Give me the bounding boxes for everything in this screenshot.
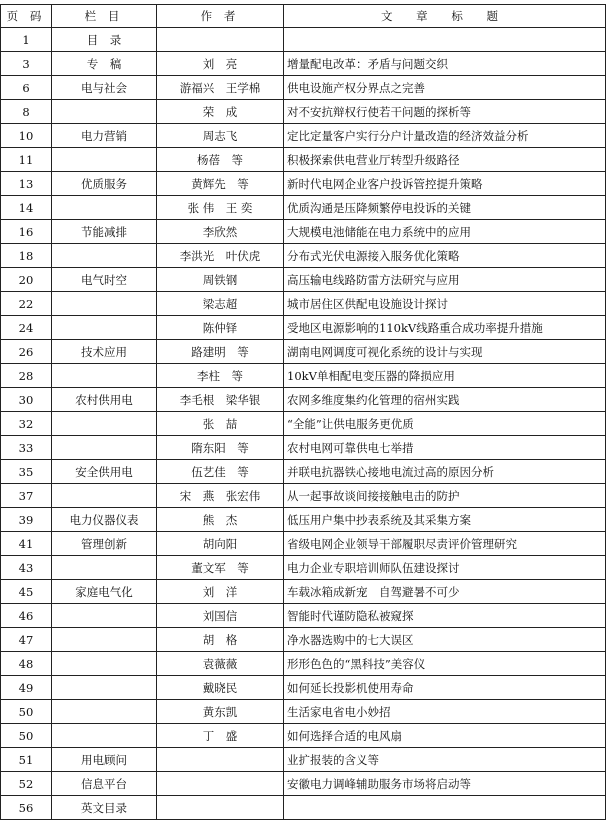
cell-author: 黄东凯 [157,700,284,724]
cell-column: 目 录 [52,28,157,52]
table-row [1,196,606,220]
cell-title: 高压输电线路防雷方法研究与应用 [284,268,606,292]
cell-title: 形形色色的“黑科技”美容仪 [284,652,606,676]
cell-title: 农网多维度集约化管理的宿州实践 [284,388,606,412]
cell-page: 11 [1,148,52,172]
table-row [1,52,606,76]
cell-page: 37 [1,484,52,508]
cell-title: 智能时代谨防隐私被窥探 [284,604,606,628]
table-row [1,100,606,124]
cell-page: 41 [1,532,52,556]
cell-page: 26 [1,340,52,364]
header-page: 页 码 [1,5,52,28]
cell-author: 梁志超 [157,292,284,316]
cell-column: 家庭电气化 [52,580,157,604]
table-row [1,460,606,484]
table-row [1,796,606,820]
cell-column [52,364,157,388]
cell-author: 杨蓓 等 [157,148,284,172]
table-row [1,532,606,556]
cell-title: 农村电网可靠供电七举措 [284,436,606,460]
cell-column: 英文目录 [52,796,157,820]
cell-column [52,292,157,316]
table-row [1,580,606,604]
table-row [1,124,606,148]
cell-author: 黄辉先 等 [157,172,284,196]
table-row [1,148,606,172]
cell-title [284,796,606,820]
cell-title: “全能”让供电服务更优质 [284,412,606,436]
table-row [1,172,606,196]
table-row [1,340,606,364]
cell-page: 14 [1,196,52,220]
cell-column: 电与社会 [52,76,157,100]
table-row [1,484,606,508]
cell-page: 28 [1,364,52,388]
cell-title: 定比定量客户实行分户计量改造的经济效益分析 [284,124,606,148]
cell-column [52,436,157,460]
table-row [1,628,606,652]
cell-title: 受地区电源影响的110kV线路重合成功率提升措施 [284,316,606,340]
cell-column [52,604,157,628]
cell-author [157,28,284,52]
cell-title: 电力企业专职培训师队伍建设探讨 [284,556,606,580]
table-row [1,220,606,244]
cell-column: 电气时空 [52,268,157,292]
cell-title: 车载冰箱成新宠 自驾避暑不可少 [284,580,606,604]
cell-column: 技术应用 [52,340,157,364]
table-row [1,268,606,292]
cell-page: 47 [1,628,52,652]
cell-column [52,628,157,652]
cell-author: 路建明 等 [157,340,284,364]
cell-author: 伍艺佳 等 [157,460,284,484]
cell-column [52,556,157,580]
cell-page: 32 [1,412,52,436]
cell-column [52,244,157,268]
cell-author: 李欣然 [157,220,284,244]
cell-title: 并联电抗器铁心接地电流过高的原因分析 [284,460,606,484]
cell-title [284,28,606,52]
cell-title: 低压用户集中抄表系统及其采集方案 [284,508,606,532]
cell-title: 积极探索供电营业厅转型升级路径 [284,148,606,172]
cell-author: 丁 盛 [157,724,284,748]
cell-page: 8 [1,100,52,124]
header-title: 文 章 标 题 [284,5,606,28]
cell-author: 胡 格 [157,628,284,652]
cell-title: 如何选择合适的电风扇 [284,724,606,748]
cell-column [52,412,157,436]
table-row [1,388,606,412]
cell-column [52,316,157,340]
table-row [1,772,606,796]
cell-author: 周铁钢 [157,268,284,292]
table-row [1,244,606,268]
cell-page: 24 [1,316,52,340]
cell-page: 13 [1,172,52,196]
cell-column [52,676,157,700]
table-header-row [1,5,606,28]
cell-title: 从一起事故谈间接接触电击的防护 [284,484,606,508]
cell-column: 信息平台 [52,772,157,796]
cell-column [52,724,157,748]
table-of-contents [0,4,606,820]
table-row [1,412,606,436]
cell-author: 刘 洋 [157,580,284,604]
cell-column: 电力仪器仪表 [52,508,157,532]
table-body [1,28,606,820]
table-row [1,748,606,772]
cell-author: 李毛根 梁华银 [157,388,284,412]
cell-title: 安徽电力调峰辅助服务市场将启动等 [284,772,606,796]
cell-page: 49 [1,676,52,700]
table-row [1,676,606,700]
cell-page: 48 [1,652,52,676]
cell-column: 农村供用电 [52,388,157,412]
table-row [1,700,606,724]
cell-page: 46 [1,604,52,628]
cell-author: 戴晓民 [157,676,284,700]
cell-page: 50 [1,700,52,724]
cell-page: 35 [1,460,52,484]
cell-page: 39 [1,508,52,532]
cell-column [52,484,157,508]
cell-title: 生活家电省电小妙招 [284,700,606,724]
cell-page: 18 [1,244,52,268]
cell-title: 省级电网企业领导干部履职尽责评价管理研究 [284,532,606,556]
cell-page: 30 [1,388,52,412]
cell-page: 51 [1,748,52,772]
cell-author: 陈仲铎 [157,316,284,340]
cell-column [52,700,157,724]
table-row [1,364,606,388]
cell-page: 33 [1,436,52,460]
cell-author [157,772,284,796]
cell-column [52,652,157,676]
table-row [1,28,606,52]
cell-author [157,796,284,820]
table-row [1,508,606,532]
cell-author: 刘国信 [157,604,284,628]
cell-author: 熊 杰 [157,508,284,532]
cell-author: 隋东阳 等 [157,436,284,460]
cell-title: 湖南电网调度可视化系统的设计与实现 [284,340,606,364]
table-row [1,436,606,460]
cell-column: 管理创新 [52,532,157,556]
cell-title: 分布式光伏电源接入服务优化策略 [284,244,606,268]
cell-column [52,148,157,172]
cell-author: 宋 燕 张宏伟 [157,484,284,508]
table-row [1,316,606,340]
cell-column: 优质服务 [52,172,157,196]
cell-title: 大规模电池储能在电力系统中的应用 [284,220,606,244]
cell-title: 城市居住区供配电设施设计探讨 [284,292,606,316]
table-row [1,724,606,748]
cell-author: 李柱 等 [157,364,284,388]
table-row [1,556,606,580]
cell-author: 董文军 等 [157,556,284,580]
cell-title: 供电设施产权分界点之完善 [284,76,606,100]
cell-author: 刘 亮 [157,52,284,76]
cell-page: 56 [1,796,52,820]
cell-title: 如何延长投影机使用寿命 [284,676,606,700]
cell-author: 胡向阳 [157,532,284,556]
cell-page: 50 [1,724,52,748]
cell-page: 20 [1,268,52,292]
table-row [1,604,606,628]
cell-column: 安全供用电 [52,460,157,484]
cell-author: 张 喆 [157,412,284,436]
cell-title: 增量配电改革：矛盾与问题交织 [284,52,606,76]
cell-title: 优质沟通是压降频繁停电投诉的关键 [284,196,606,220]
table-row [1,652,606,676]
header-author: 作 者 [157,5,284,28]
cell-title: 对不安抗辩权行使若干问题的探析等 [284,100,606,124]
cell-column [52,100,157,124]
cell-author: 游福兴 王学棉 [157,76,284,100]
cell-title: 净水器选购中的七大误区 [284,628,606,652]
table-row [1,76,606,100]
cell-title: 业扩报装的含义等 [284,748,606,772]
header-column: 栏 目 [52,5,157,28]
cell-page: 52 [1,772,52,796]
cell-page: 6 [1,76,52,100]
cell-author: 周志飞 [157,124,284,148]
cell-title: 10kV单相配电变压器的降损应用 [284,364,606,388]
cell-page: 1 [1,28,52,52]
cell-page: 22 [1,292,52,316]
cell-title: 新时代电网企业客户投诉管控提升策略 [284,172,606,196]
table-row [1,292,606,316]
cell-page: 16 [1,220,52,244]
cell-page: 10 [1,124,52,148]
cell-author: 袁薇薇 [157,652,284,676]
cell-author: 张 伟 王 奕 [157,196,284,220]
cell-column: 电力营销 [52,124,157,148]
cell-page: 45 [1,580,52,604]
cell-column: 专 稿 [52,52,157,76]
cell-column [52,196,157,220]
cell-page: 3 [1,52,52,76]
cell-column: 节能减排 [52,220,157,244]
cell-page: 43 [1,556,52,580]
cell-author: 李洪光 叶伏虎 [157,244,284,268]
cell-author [157,748,284,772]
cell-author: 荣 成 [157,100,284,124]
cell-column: 用电顾问 [52,748,157,772]
